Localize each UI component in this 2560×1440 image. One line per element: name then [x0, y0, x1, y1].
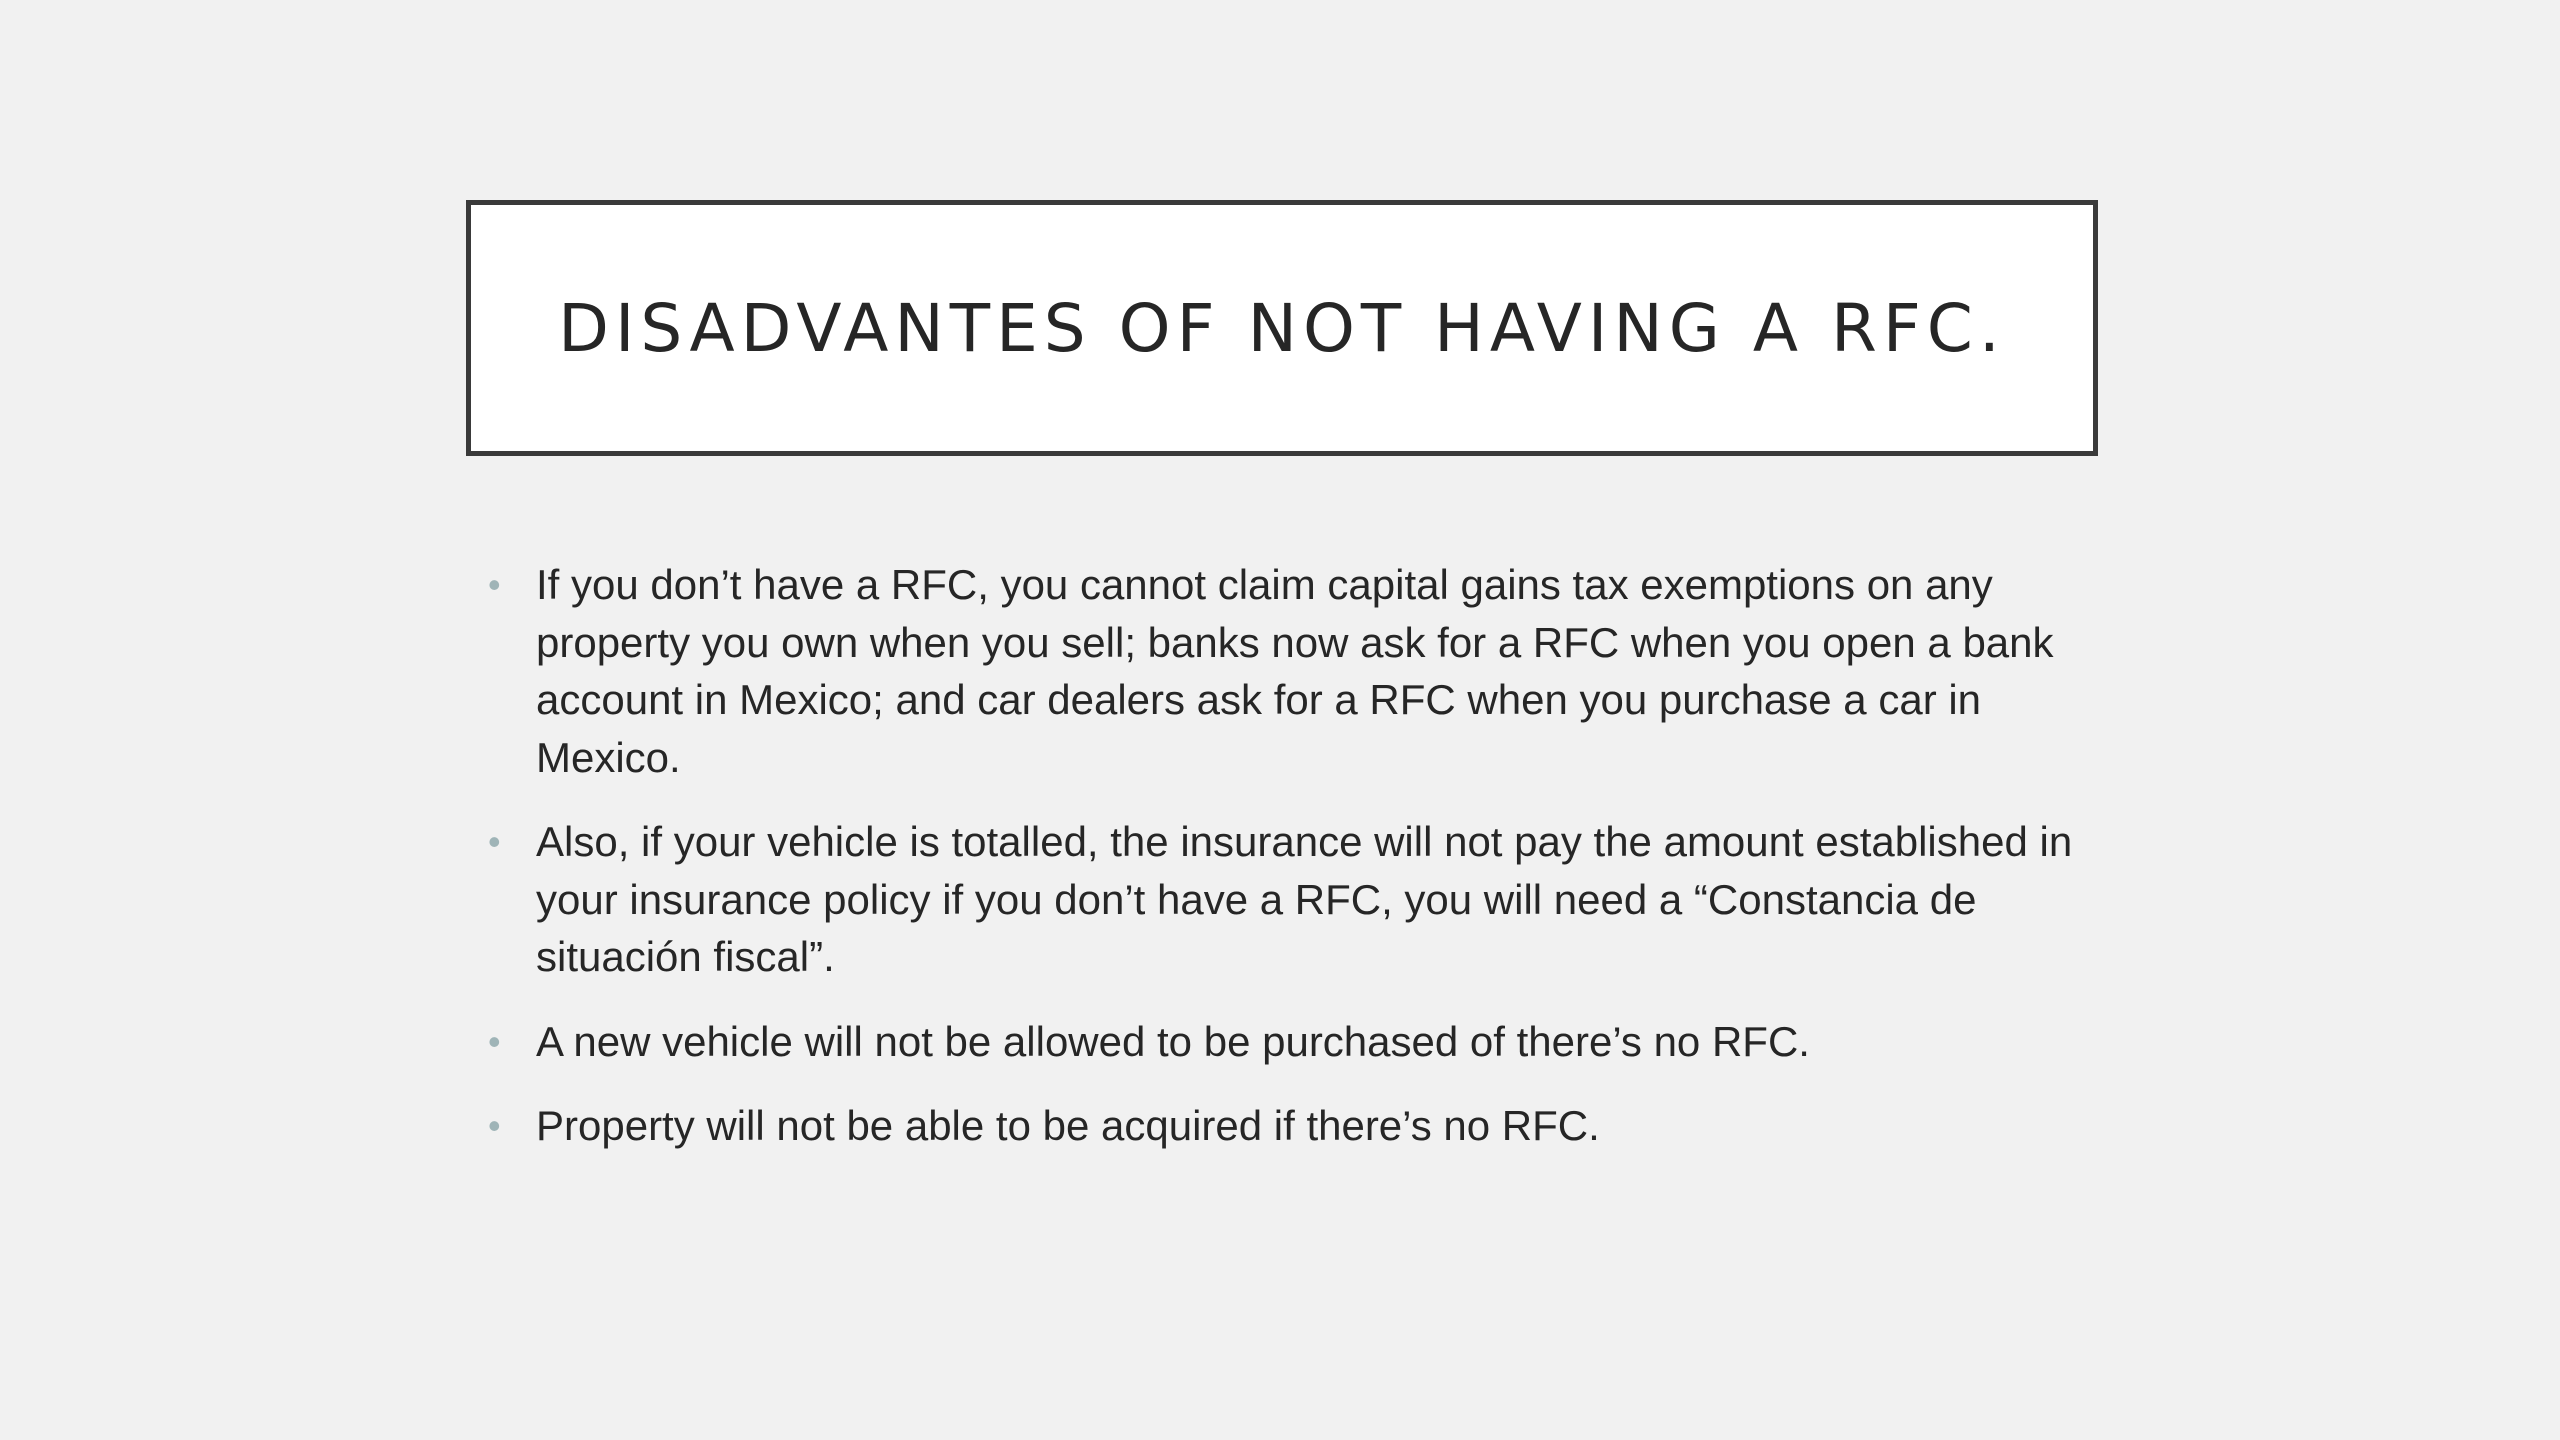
- bullet-text: If you don’t have a RFC, you cannot claim capital gains tax exemptions on any property you own when you sell; banks now ask for a RFC when you open a bank account in Mexico; and car dealers ask for a RFC when you purchase a car in Mexico.: [536, 561, 2054, 781]
- slide-title: DISADVANTES OF NOT HAVING A RFC.: [558, 289, 2006, 367]
- bullet-dot-icon: •: [488, 821, 501, 862]
- title-box: [466, 200, 2098, 456]
- bullet-dot-icon: •: [488, 1020, 501, 1062]
- bullet-item: [484, 1013, 2084, 1071]
- bullet-item: [484, 1097, 2084, 1155]
- bullet-text: Also, if your vehicle is totalled, the insurance will not pay the amount established in your insurance policy if you don’t have a RFC, you will need a “Constancia de situación fiscal”.: [536, 818, 2073, 980]
- bullet-dot-icon: •: [488, 1105, 501, 1146]
- bullet-item: [484, 556, 2084, 786]
- bullet-text: Property will not be able to be acquired if there’s no RFC.: [536, 1102, 1600, 1149]
- bullet-list: [484, 556, 2084, 1182]
- bullet-dot-icon: •: [488, 564, 501, 605]
- bullet-text: A new vehicle will not be allowed to be purchased of there’s no RFC.: [536, 1017, 1810, 1065]
- bullet-item: [484, 813, 2084, 986]
